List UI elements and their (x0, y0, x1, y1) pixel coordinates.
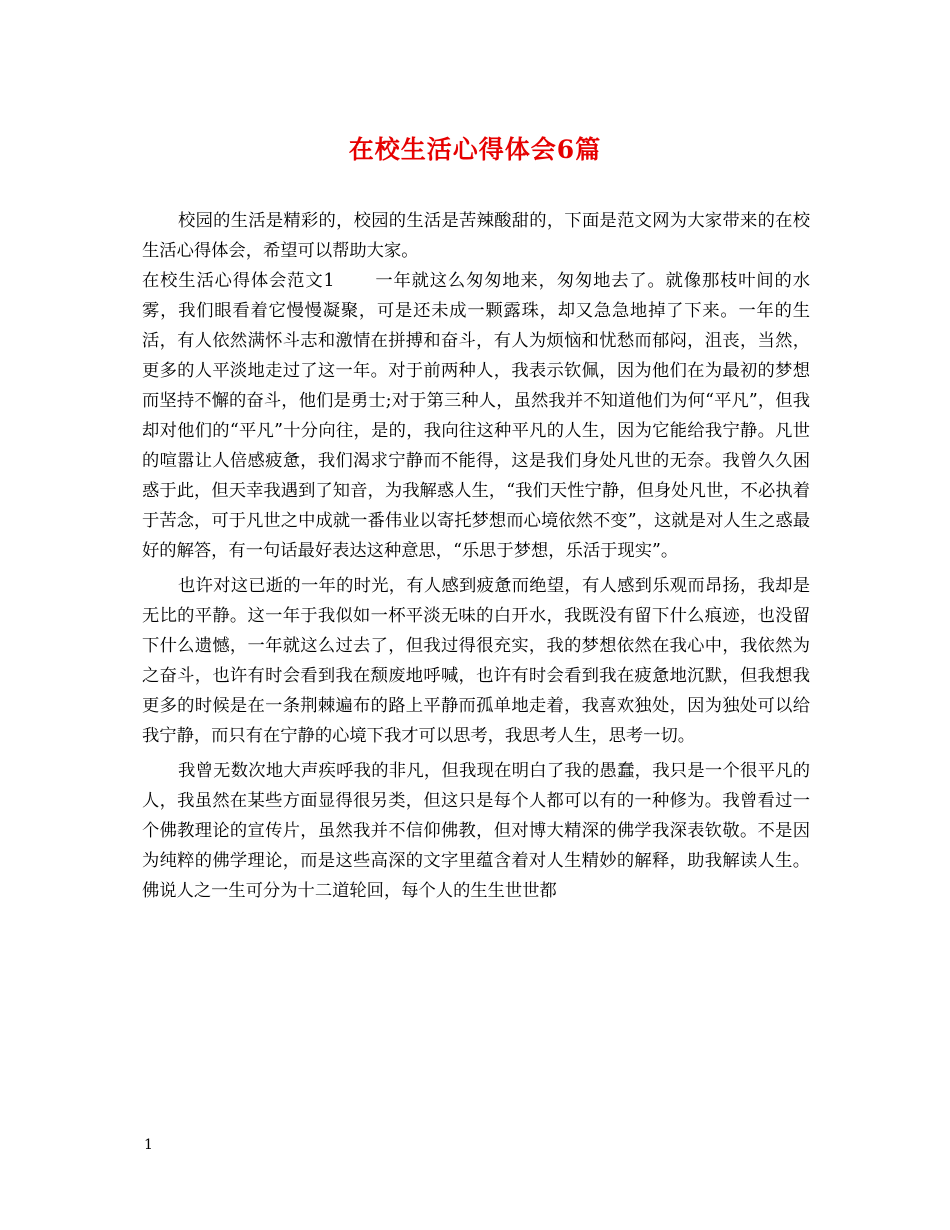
document-title: 在校生活心得体会6篇 (348, 135, 602, 164)
paragraph-2: 也许对这已逝的一年的时光，有人感到疲惫而绝望，有人感到乐观而昂扬，我却是无比的平静。这一年于我似如一杯平淡无味的白开水，我既没有留下什么痕迹，也没留下什么遗憾，一年就这么过去了，但我过得很充实，我的梦想依然在我心中，我依然为之奋斗，也许有时会看到我在颓废地呼喊，也许有时会看到我在疲惫地沉默，但我想我更多的时候是在一条荆棘遍布的路上平静而孤单地走着，我喜欢独处，因为独处可以给我宁静，而只有在宁静的心境下我才可以思考，我思考人生，思考一切。 (142, 576, 810, 746)
intro-paragraph: 校园的生活是精彩的，校园的生活是苦辣酸甜的，下面是范文网为大家带来的在校生活心得体会，希望可以帮助大家。 (142, 211, 810, 261)
section-1-paragraph (142, 266, 810, 566)
page-number: 1 (144, 1137, 153, 1153)
document-body (142, 206, 810, 906)
paragraph-3: 我曾无数次地大声疾呼我的非凡，但我现在明白了我的愚蠢，我只是一个很平凡的人，我虽然在某些方面显得很另类，但这只是每个人都可以有的一种修为。我曾看过一个佛教理论的宣传片，虽然我并不信仰佛教，但对博大精深的佛学我深表钦敬。不是因为纯粹的佛学理论，而是这些高深的文字里蕴含着对人生精妙的解释，助我解读人生。佛说人之一生可分为十二道轮回，每个人的生生世世都 (142, 761, 810, 901)
paragraph-1-text: 一年就这么匆匆地来，匆匆地去了。就像那枝叶间的水雾，我们眼看着它慢慢凝聚，可是还未成一颗露珠，却又急急地掉了下来。一年的生活，有人依然满怀斗志和激情在拼搏和奋斗，有人为烦恼和忧愁而郁闷，沮丧，当然，更多的人平淡地走过了这一年。对于前两种人，我表示钦佩，因为他们在为最初的梦想而坚持不懈的奋斗，他们是勇士;对于第三种人，虽然我并不知道他们为何“平凡”，但我却对他们的“平凡”十分向往，是的，我向往这种平凡的人生，因为它能给我宁静。凡世的喧嚣让人倍感疲惫，我们渴求宁静而不能得，这是我们身处凡世的无奈。我曾久久困惑于此，但天幸我遇到了知音，为我解惑人生，“我们天性宁静，但身处凡世，不必执着于苦念，可于凡世之中成就一番伟业以寄托梦想而心境依然不变”，这就是对人生之惑最好的解答，有一句话最好表达这种意思，“乐思于梦想，乐活于现实”。 (142, 271, 810, 561)
section-label: 在校生活心得体会范文1 (142, 271, 335, 291)
